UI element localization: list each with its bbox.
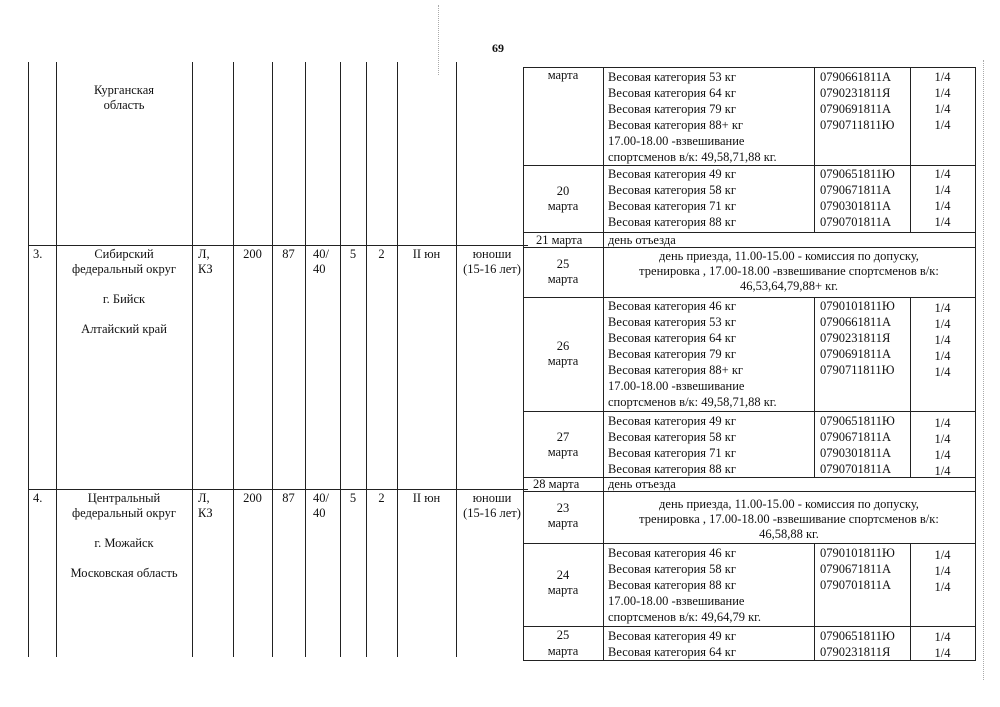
value-cell: 5: [349, 247, 357, 261]
description-cell: день отъезда: [608, 233, 676, 247]
categories-cell: Весовая категория 46 кг Весовая категория 58 кг Весовая категория 88 кг 17.00-18.00 -взвешивание спортсменов в/к: 49,64,79 кг.: [608, 546, 761, 624]
codes-cell: 0790651811Ю 0790671811А 0790301811А 0790701811А: [820, 414, 895, 476]
codes-cell: 0790651811Ю 0790671811А 0790301811А 0790701811А: [820, 167, 895, 229]
scan-artifact: [438, 5, 439, 75]
value-cell: 200: [243, 247, 262, 261]
date-cell: 23 марта: [547, 501, 579, 530]
fraction-cell: 1/4 1/4: [934, 630, 951, 660]
gender-cell: Л, КЗ: [198, 491, 213, 520]
codes-cell: 0790661811А 0790231811Я 0790691811А 0790711811Ю: [820, 70, 895, 132]
gender-cell: Л, КЗ: [198, 247, 213, 276]
fraction-cell: 1/4 1/4 1/4 1/4: [934, 70, 951, 132]
categories-cell: Весовая категория 49 кг Весовая категория 58 кг Весовая категория 71 кг Весовая категория 88 кг: [608, 414, 736, 476]
value-cell: 5: [349, 491, 357, 505]
value-cell: 2: [378, 247, 385, 261]
fraction-cell: 1/4 1/4 1/4 1/4: [934, 167, 951, 229]
categories-cell: Весовая категория 49 кг Весовая категория 58 кг Весовая категория 71 кг Весовая категория 88 кг: [608, 167, 736, 229]
value-cell: 200: [243, 491, 262, 505]
scan-artifact: [983, 60, 984, 680]
value-cell: 40/ 40: [313, 491, 329, 520]
age-cell: юноши (15-16 лет): [463, 491, 521, 520]
date-cell: 27 марта: [547, 430, 579, 459]
value-cell: 2: [378, 491, 385, 505]
region-cell: Центральный федеральный округ г. Можайск Московская область: [70, 491, 178, 580]
date-cell: 25 марта: [547, 628, 579, 658]
date-cell: 28 марта: [533, 477, 580, 491]
date-cell: марта: [547, 68, 579, 82]
date-cell: 21 марта: [536, 233, 583, 247]
value-cell: 87: [282, 247, 295, 261]
date-cell: 24 марта: [547, 568, 579, 597]
codes-cell: 0790651811Ю 0790231811Я: [820, 629, 895, 659]
description-cell: день приезда, 11.00-15.00 - комиссия по допуску, тренировка , 17.00-18.00 -взвешивание спортсменов в/к: 46,58,88 кг.: [639, 497, 939, 541]
codes-cell: 0790101811Ю 0790661811А 0790231811Я 0790691811А 0790711811Ю: [820, 299, 895, 377]
value-cell: 87: [282, 491, 295, 505]
rank-cell: II юн: [412, 247, 441, 261]
categories-cell: Весовая категория 49 кг Весовая категория 64 кг: [608, 629, 736, 659]
fraction-cell: 1/4 1/4 1/4 1/4: [934, 416, 951, 478]
date-cell: 25 марта: [547, 257, 579, 286]
row-number: 3.: [33, 247, 43, 261]
categories-cell: Весовая категория 46 кг Весовая категория 53 кг Весовая категория 64 кг Весовая категория 79 кг Весовая категория 88+ кг 17.00-18.00 -взвешивание спортсменов в/к: 49,58,71,88 кг.: [608, 299, 777, 409]
page-number: 69: [492, 41, 504, 55]
row-number: 4.: [33, 491, 43, 505]
codes-cell: 0790101811Ю 0790671811А 0790701811А: [820, 546, 895, 592]
value-cell: 40/ 40: [313, 247, 329, 276]
fraction-cell: 1/4 1/4 1/4 1/4 1/4: [934, 301, 951, 379]
categories-cell: Весовая категория 53 кг Весовая категория 64 кг Весовая категория 79 кг Весовая категория 88+ кг 17.00-18.00 -взвешивание спортсменов в/к: 49,58,71,88 кг.: [608, 70, 777, 164]
age-cell: юноши (15-16 лет): [463, 247, 521, 276]
rank-cell: II юн: [412, 491, 441, 505]
region-cell: Сибирский федеральный округ г. Бийск Алтайский край: [72, 247, 176, 336]
description-cell: день отъезда: [608, 477, 676, 491]
date-cell: 26 марта: [547, 339, 579, 368]
region-cell: Курганская область: [94, 83, 154, 112]
date-cell: 20 марта: [547, 184, 579, 213]
description-cell: день приезда, 11.00-15.00 - комиссия по допуску, тренировка , 17.00-18.00 -взвешивание спортсменов в/к: 46,53,64,79,88+ кг.: [639, 249, 939, 293]
fraction-cell: 1/4 1/4 1/4: [934, 548, 951, 594]
